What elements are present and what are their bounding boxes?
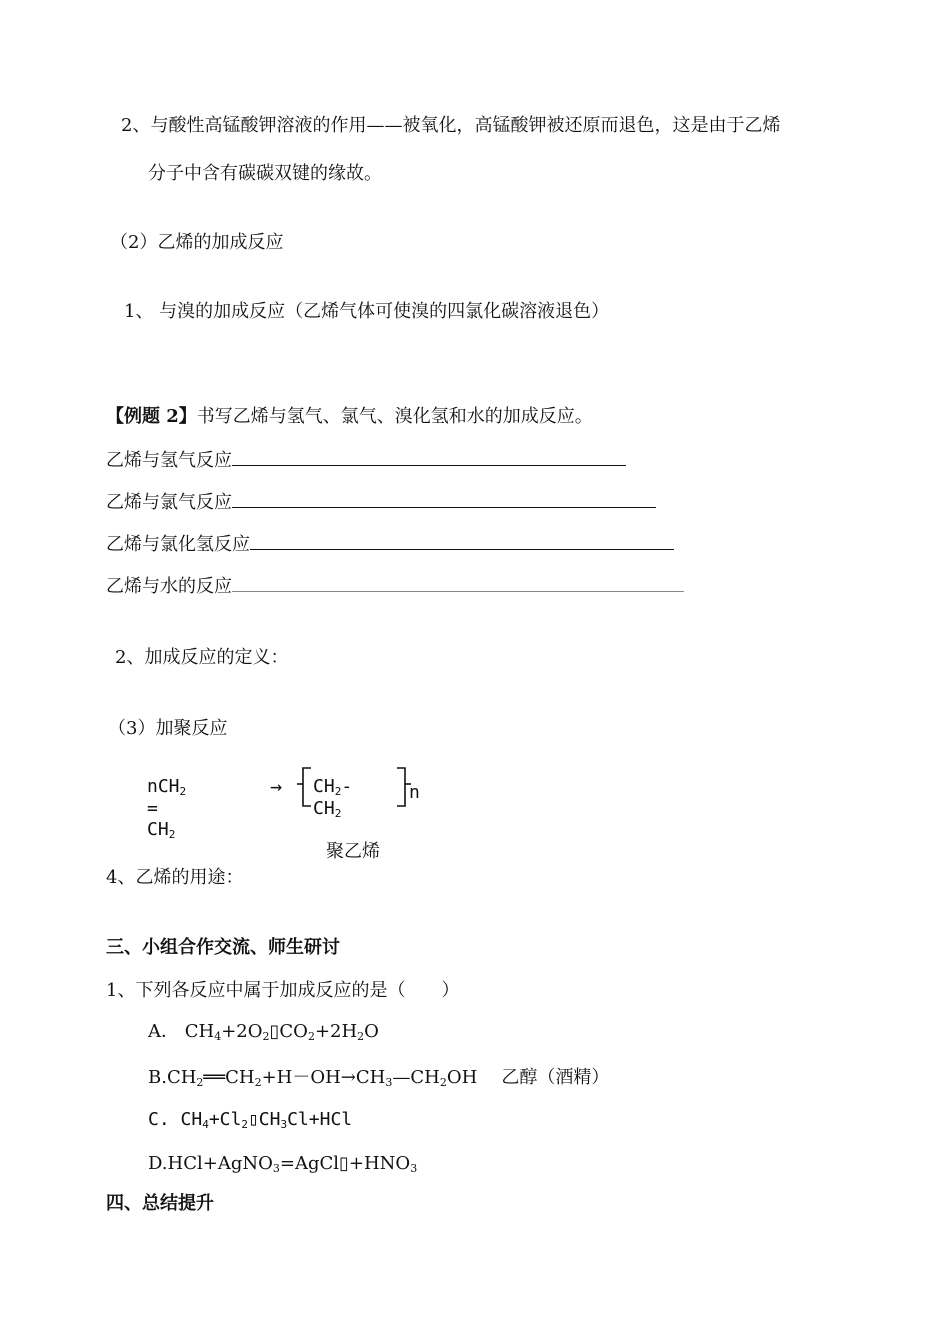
fill-line: [106, 533, 674, 557]
para-line: 2、加成反应的定义：: [115, 647, 289, 668]
answer-blank[interactable]: [232, 449, 626, 466]
option-b-note: 乙醇（酒精）: [501, 1067, 610, 1088]
fill-label: 乙烯与氯气反应: [106, 492, 232, 513]
fill-line: [106, 575, 684, 599]
subheading: （3）加聚反应: [108, 718, 228, 739]
formula-left: $nCH_2 = CH_2$: [147, 776, 187, 841]
formula-subscript-n: n: [409, 782, 420, 803]
fill-label: 乙烯与水的反应: [106, 576, 232, 597]
fill-line: [106, 449, 626, 473]
option-d[interactable]: $D.HCl+AgNO_3=AgCl▯+HNO_3$: [148, 1153, 418, 1175]
example-line: [106, 405, 593, 429]
answer-blank[interactable]: [232, 491, 656, 508]
fill-line: [106, 491, 656, 515]
fill-label: 乙烯与氢气反应: [106, 450, 232, 471]
para-line: 4、乙烯的用途：: [106, 867, 244, 888]
option-b[interactable]: $B.CH_2══CH_2+H-OH\to CH_3—CH_2OH$ 乙醇（酒精）: [148, 1067, 610, 1089]
answer-blank[interactable]: [250, 533, 674, 550]
question: 1、下列各反应中属于加成反应的是（ ）: [106, 980, 460, 1001]
subheading: （2）乙烯的加成反应: [110, 232, 284, 253]
para-line: 1、 与溴的加成反应（乙烯气体可使溴的四氯化碳溶液退色）: [124, 301, 610, 322]
section-heading: 四、总结提升: [106, 1193, 214, 1214]
option-c[interactable]: C. $CH_4+Cl_2▯CH_3Cl+HCl$: [148, 1109, 353, 1131]
section-heading: 三、小组合作交流、师生研讨: [106, 937, 340, 958]
polymer-name: 聚乙烯: [326, 841, 380, 862]
para-line: 2、与酸性高锰酸钾溶液的作用——被氧化，高锰酸钾被还原而退色，这是由于乙烯: [121, 115, 781, 136]
example-label: 【例题 2】: [106, 406, 197, 427]
fill-label: 乙烯与氯化氢反应: [106, 534, 250, 555]
para-line: 分子中含有碳碳双键的缘故。: [148, 163, 382, 184]
example-text: 书写乙烯与氢气、氯气、溴化氢和水的加成反应。: [196, 406, 593, 427]
option-a[interactable]: A． $CH_4+2O_2▯CO_2+2H_2O$: [148, 1021, 379, 1043]
arrow-icon: →: [270, 774, 283, 798]
formula-unit: $CH_2-CH_2$: [313, 776, 353, 820]
answer-blank[interactable]: [232, 575, 684, 592]
